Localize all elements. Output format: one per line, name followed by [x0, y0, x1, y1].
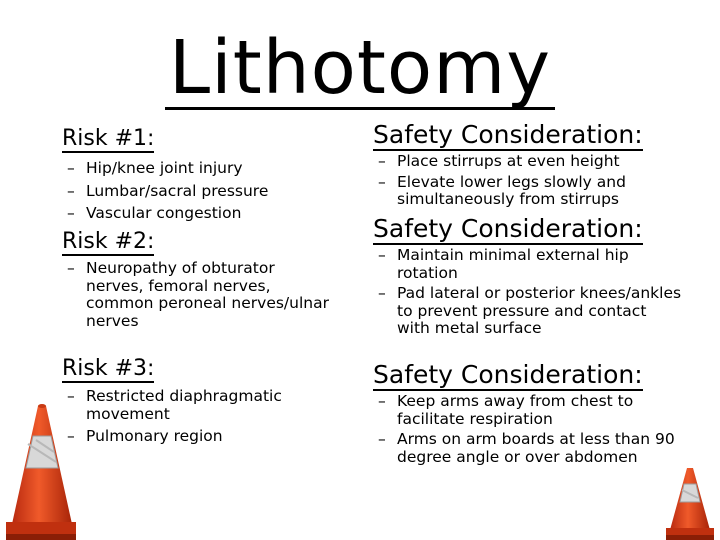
- risk-3-list: [62, 388, 347, 446]
- safety-1-block: [373, 121, 683, 209]
- safety-2-block: [373, 215, 683, 338]
- risk-3-block: [62, 356, 347, 446]
- risk-1-block: [62, 126, 352, 223]
- risk-1-heading: Risk #1:: [62, 126, 155, 151]
- safety-3-list: [373, 393, 683, 466]
- traffic-cone-right-icon: [666, 466, 714, 540]
- slide-title: Lithotomy: [0, 26, 720, 110]
- safety-3-item: – Keep arms away from chest to facilitate respiration: [373, 393, 683, 428]
- risk-1-item: – Hip/knee joint injury: [62, 160, 352, 178]
- risk-2-list: [62, 260, 332, 330]
- safety-3-heading: Safety Consideration:: [373, 360, 643, 389]
- safety-1-heading: Safety Consideration:: [373, 120, 643, 149]
- safety-2-item: – Pad lateral or posterior knees/ankles to prevent pressure and contact with metal surface: [373, 285, 683, 338]
- risk-3-item: – Restricted diaphragmatic movement: [62, 388, 347, 423]
- risk-3-item: – Pulmonary region: [62, 428, 347, 446]
- risk-1-item: – Vascular congestion: [62, 205, 352, 223]
- safety-3-item: – Arms on arm boards at less than 90 degree angle or over abdomen: [373, 431, 683, 466]
- risk-1-item: – Lumbar/sacral pressure: [62, 183, 352, 201]
- risk-2-heading: Risk #2:: [62, 229, 155, 254]
- safety-1-list: [373, 153, 683, 209]
- risk-1-list: [62, 160, 352, 223]
- risk-2-block: [62, 229, 332, 330]
- safety-1-item: – Elevate lower legs slowly and simultaneously from stirrups: [373, 174, 683, 209]
- safety-2-list: [373, 247, 683, 338]
- safety-3-block: [373, 361, 683, 466]
- safety-2-item: – Maintain minimal external hip rotation: [373, 247, 683, 282]
- traffic-cone-left-icon: [6, 404, 76, 540]
- risk-3-heading: Risk #3:: [62, 356, 155, 381]
- safety-2-heading: Safety Consideration:: [373, 214, 643, 243]
- risk-2-item: – Neuropathy of obturator nerves, femoral nerves, common peroneal nerves/ulnar nerves: [62, 260, 332, 330]
- safety-1-item: – Place stirrups at even height: [373, 153, 683, 171]
